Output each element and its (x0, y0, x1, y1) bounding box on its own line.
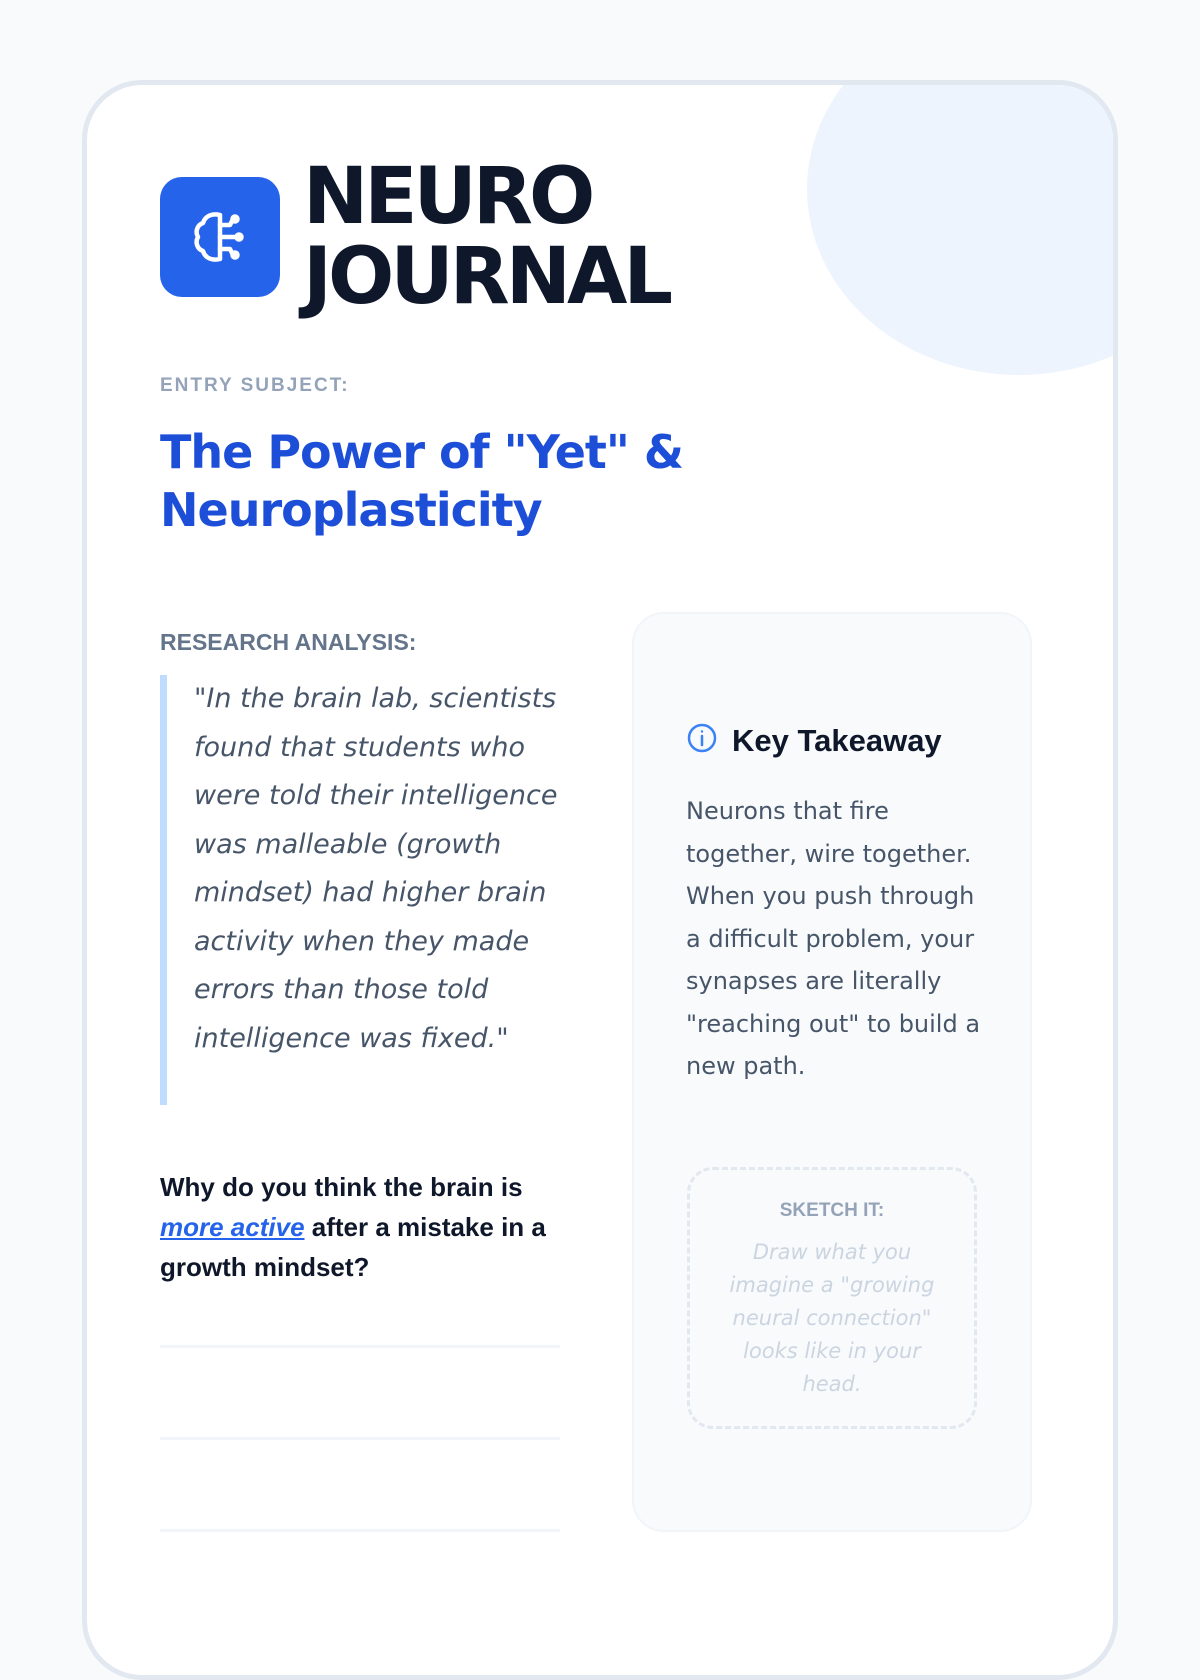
journal-card (82, 80, 1118, 1680)
sketch-label: SKETCH IT: (779, 1200, 885, 1221)
info-icon (686, 722, 718, 759)
brain-icon (160, 177, 280, 297)
sketch-prompt: Draw what you imagine a "growing neural connection" looks like in your head. (729, 1240, 935, 1396)
key-takeaway-panel (632, 612, 1032, 1532)
brand-title-line-2: JOURNAL (303, 232, 670, 322)
sketch-area[interactable] (687, 1167, 977, 1429)
key-takeaway-header (686, 722, 942, 759)
answer-line-1[interactable] (160, 1345, 560, 1348)
answer-line-3[interactable] (160, 1529, 560, 1532)
question-text-start: Why do you think the brain is (160, 1172, 523, 1202)
research-quote: "In the brain lab, scientists found that students who were told their intelligence was malleable (growth mindset) had higher brain activity when they made errors than those told intelligence was fixed." (160, 675, 580, 1105)
key-takeaway-title: Key Takeaway (732, 722, 942, 758)
brand-title (303, 152, 670, 322)
decorative-circle (807, 80, 1118, 375)
key-takeaway-body: Neurons that fire together, wire together. When you push through a difficult problem, your synapses are literally "reaching out" to build a new path. (686, 797, 981, 1080)
answer-line-2[interactable] (160, 1437, 560, 1440)
research-analysis-label: RESEARCH ANALYSIS: (160, 629, 417, 655)
reflection-question (160, 1167, 570, 1287)
entry-subject-label: ENTRY SUBJECT: (160, 375, 350, 396)
entry-title: The Power of "Yet" & Neuroplasticity (160, 425, 684, 537)
question-text-end: after a mistake in a growth mindset? (160, 1212, 546, 1282)
question-highlight: more active (160, 1212, 305, 1242)
brand-title-line-1: NEURO (303, 152, 592, 242)
